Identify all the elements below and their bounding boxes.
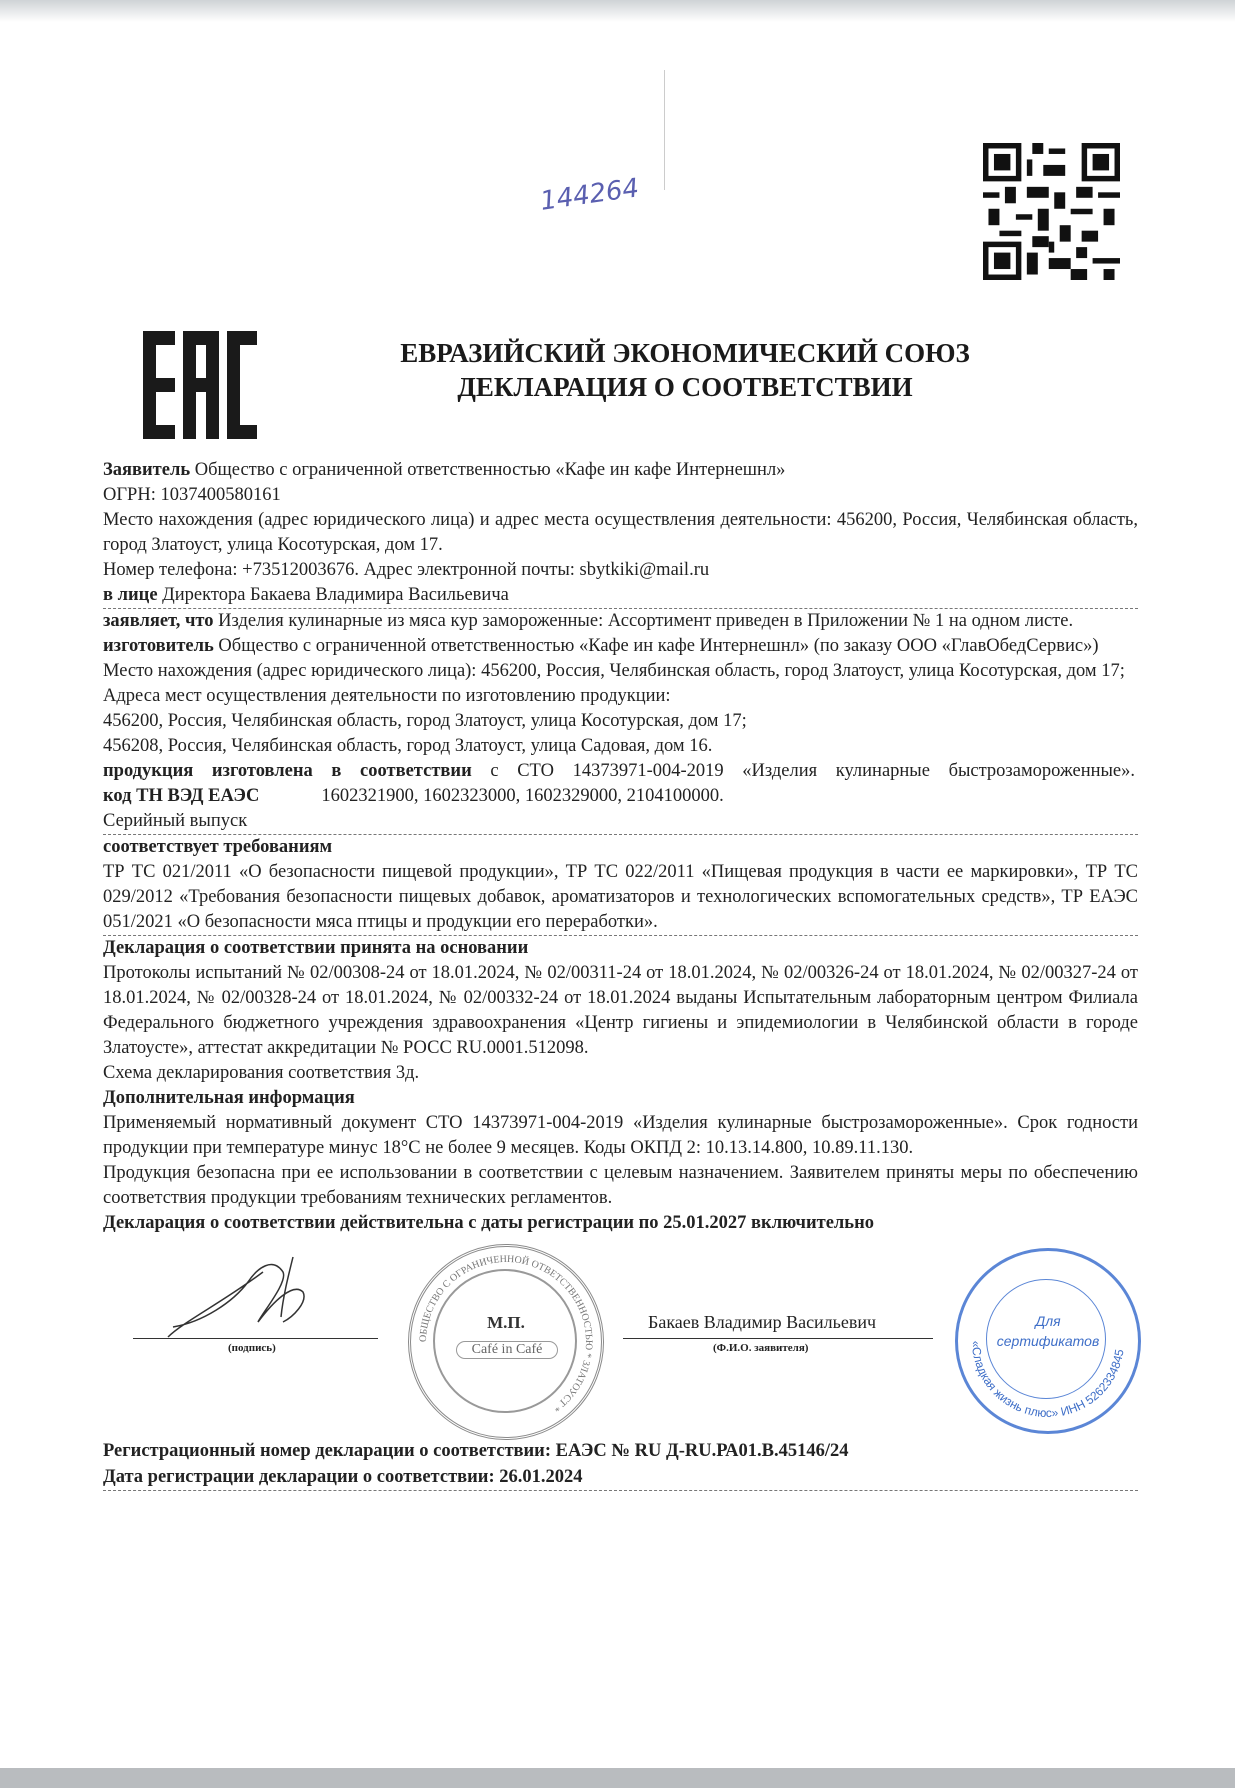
- scheme: Схема декларирования соответствия 3д.: [103, 1063, 420, 1083]
- applicant-line: [103, 458, 1138, 483]
- additional-text-1: Применяемый нормативный документ СТО 14373971-004-2019 «Изделия кулинарные быстрозамороженные». Срок годности продукции при температуре минус 18°С не более 9 месяцев. Коды ОКПД 2: 10.13.14.800, 10.89.11.130.: [103, 1113, 1138, 1158]
- additional-heading: Дополнительная информация: [103, 1088, 355, 1108]
- applicant-name: Общество с ограниченной ответственностью «Кафе ин кафе Интернешнл»: [190, 460, 786, 480]
- reg-date-value: 26.01.2024: [494, 1467, 583, 1487]
- site-1: 456200, Россия, Челябинская область, город Златоуст, улица Косотурская, дом 17;: [103, 711, 747, 731]
- additional-label: [103, 1086, 1138, 1111]
- hs-code-label: код ТН ВЭД ЕАЭС: [103, 786, 260, 806]
- product-text: с СТО 14373971-004-2019 «Изделия кулинарные быстрозамороженные».: [471, 761, 1136, 781]
- signature-area: [103, 1242, 1138, 1438]
- signature: [163, 1242, 343, 1342]
- declares: [103, 609, 1138, 634]
- eac-logo: [143, 331, 257, 439]
- title-union: ЕВРАЗИЙСКИЙ ЭКОНОМИЧЕСКИЙ СОЮЗ: [400, 338, 970, 368]
- site-2: 456208, Россия, Челябинская область, город Златоуст, улица Садовая, дом 16.: [103, 736, 713, 756]
- handwritten-number: 144264: [538, 173, 641, 217]
- signer-name: Бакаев Владимир Васильевич: [648, 1312, 877, 1332]
- signature-line: [133, 1338, 378, 1339]
- reg-number-value: ЕАЭС № RU Д-RU.РА01.В.45146/24: [551, 1441, 849, 1461]
- applicant-address: Место нахождения (адрес юридического лица) и адрес места осуществления деятельности: 456200, Россия, Челябинская область, город Златоуст, улица Косотурская, дом 17.: [103, 510, 1138, 555]
- ogrn: ОГРН: 1037400580161: [103, 485, 281, 505]
- declares-text: Изделия кулинарные из мяса кур замороженные: Ассортимент приведен в Приложении № 1 на одном листе.: [213, 611, 1074, 631]
- declaration-body: [103, 458, 1138, 1236]
- registration-date: [103, 1464, 1138, 1491]
- manufacturer-name: Общество с ограниченной ответственностью «Кафе ин кафе Интернешнл» (по заказу ООО «ГлавОбедСервис»): [213, 636, 1099, 656]
- rep-name: Директора Бакаева Владимира Васильевича: [157, 585, 509, 605]
- name-line: [623, 1338, 933, 1339]
- additional-text-2: Продукция безопасна при ее использовании в соответствии с целевым назначением. Заявителем приняты меры по обеспечению соответствия продукции требованиям технических регламентов.: [103, 1163, 1138, 1208]
- sites-label: Адреса мест осуществления деятельности по изготовлению продукции:: [103, 686, 671, 706]
- product: [103, 759, 1138, 784]
- manufacturer: [103, 634, 1138, 659]
- representative: [103, 583, 1138, 609]
- rep-label: в лице: [103, 585, 158, 605]
- basis-label: [103, 936, 1138, 961]
- requirements-heading: соответствует требованиям: [103, 837, 333, 857]
- fold-line: [664, 70, 665, 190]
- scan-edge: [0, 0, 1235, 22]
- applicant-contacts: Номер телефона: +73512003676. Адрес электронной почты: sbytkiki@mail.ru: [103, 560, 710, 580]
- signature-caption: (подпись): [228, 1342, 276, 1354]
- stamp-center-text: Café in Café: [456, 1341, 558, 1359]
- document-flow: [103, 458, 1138, 1491]
- validity: [103, 1211, 1138, 1236]
- basis-text: Протоколы испытаний № 02/00308-24 от 18.01.2024, № 02/00311-24 от 18.01.2024, № 02/00326-24 от 18.01.2024, № 02/00327-24 от 18.01.2024, № 02/00328-24 от 18.01.2024, № 02/00332-24 от 18.01.2024 выданы Испытательным лабораторным центром Филиала Федерального бюджетного учреждения здравоохранения «Центр гигиены и эпидемиологии в Челябинской области в городе Златоусте», аттестат аккредитации № РОСС RU.0001.512098.: [103, 963, 1138, 1058]
- reg-number-label: Регистрационный номер декларации о соответствии:: [103, 1441, 552, 1461]
- blue-stamp-center-1: Для: [1035, 1313, 1061, 1329]
- declares-label: заявляет, что: [103, 611, 214, 631]
- blue-stamp-center-2: сертификатов: [996, 1333, 1100, 1349]
- title-declaration: ДЕКЛАРАЦИЯ О СООТВЕТСТВИИ: [457, 372, 913, 402]
- scan-edge-bottom: [0, 1768, 1235, 1788]
- hs-code-values: 1602321900, 1602323000, 1602329000, 2104100000.: [321, 786, 724, 806]
- product-label: продукция изготовлена в соответствии: [103, 761, 472, 781]
- manufacturer-label: изготовитель: [103, 636, 214, 656]
- requirements-text: ТР ТС 021/2011 «О безопасности пищевой продукции», ТР ТС 022/2011 «Пищевая продукция в части ее маркировки», ТР ТС 029/2012 «Требования безопасности пищевых добавок, ароматизаторов и технологических вспомогательных средств», ТР ЕАЭС 051/2021 «О безопасности мяса птицы и продукции его переработки».: [103, 860, 1138, 936]
- registration-number: [103, 1438, 1138, 1464]
- basis-heading: Декларация о соответствии принята на основании: [103, 938, 529, 958]
- series: Серийный выпуск: [103, 809, 1138, 835]
- applicant-label: Заявитель: [103, 460, 191, 480]
- requirements-label: [103, 835, 1138, 860]
- svg-text:«Сладкая жизнь плюс» ИНН 52623: «Сладкая жизнь плюс» ИНН 5262334845: [968, 1340, 1127, 1421]
- reg-date-label: Дата регистрации декларации о соответствии:: [103, 1467, 495, 1487]
- svg-text:ОБЩЕСТВО С ОГРАНИЧЕННОЙ ОТВЕТС: ОБЩЕСТВО С ОГРАНИЧЕННОЙ ОТВЕТСТВЕННОСТЬЮ * ЗЛАТОУСТ *: [417, 1253, 595, 1414]
- name-caption: (Ф.И.О. заявителя): [713, 1342, 809, 1354]
- document-title: [300, 336, 1070, 404]
- mp-label: М.П.: [487, 1313, 525, 1332]
- manufacturer-address: Место нахождения (адрес юридического лица): 456200, Россия, Челябинская область, город Златоуст, улица Косотурская, дом 17;: [103, 661, 1125, 681]
- hs-codes: [103, 784, 1138, 809]
- validity-text: Декларация о соответствии действительна с даты регистрации по 25.01.2027 включительно: [103, 1213, 874, 1233]
- certificates-stamp: [955, 1248, 1141, 1434]
- qr-code: [983, 143, 1120, 280]
- company-stamp: [408, 1244, 604, 1440]
